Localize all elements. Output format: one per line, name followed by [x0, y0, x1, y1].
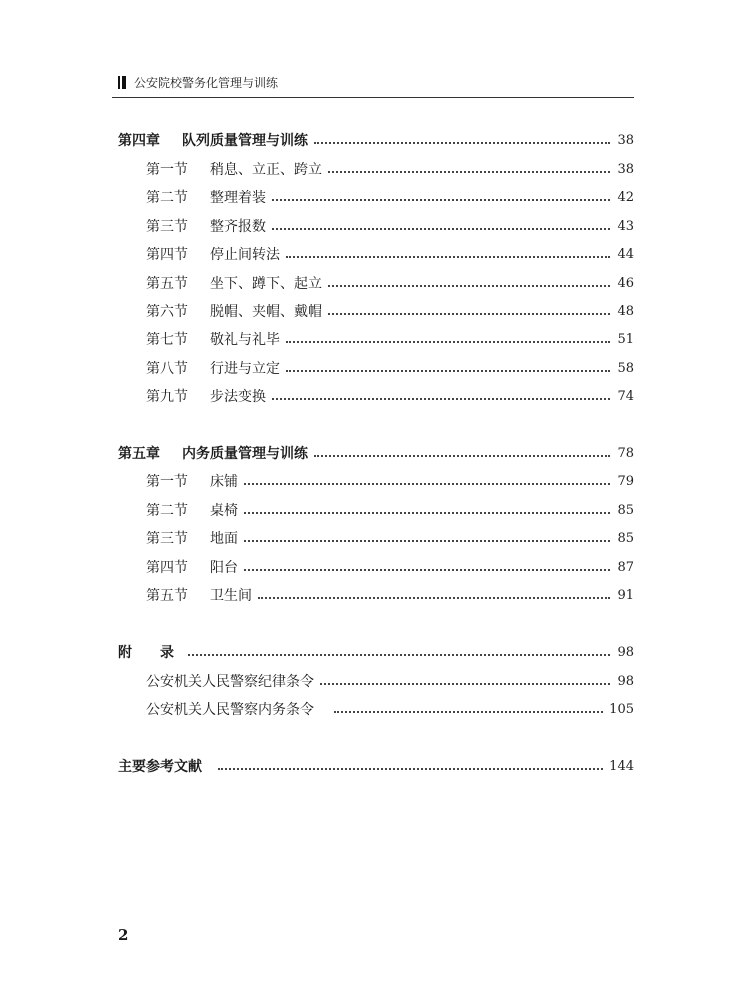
section-number: 第二节 [146, 503, 188, 519]
references-title: 主要参考文献 [118, 759, 202, 775]
toc-section[interactable] [146, 329, 634, 349]
chapter-title: 队列质量管理与训练 [182, 133, 308, 149]
leader-dots [244, 569, 610, 571]
toc-appendix[interactable] [118, 642, 634, 662]
toc-chapter-5[interactable] [118, 443, 634, 463]
toc-section[interactable] [146, 557, 634, 577]
page-ref: 144 [609, 758, 634, 774]
section-title: 地面 [210, 531, 238, 547]
leader-dots [272, 398, 610, 400]
toc-section[interactable] [146, 273, 634, 293]
chapter-title: 内务质量管理与训练 [182, 446, 308, 462]
section-number: 第五节 [146, 588, 188, 604]
section-title: 卫生间 [210, 588, 252, 604]
section-title: 行进与立定 [210, 361, 280, 377]
leader-dots [286, 341, 610, 343]
leader-dots [328, 171, 610, 173]
leader-dots [286, 370, 610, 372]
header-rule [112, 97, 634, 98]
toc-section[interactable] [146, 187, 634, 207]
section-number: 第四节 [146, 247, 188, 263]
leader-dots [188, 654, 610, 656]
section-title: 坐下、蹲下、起立 [210, 276, 322, 292]
appendix-item-title: 公安机关人民警察纪律条令 [146, 674, 314, 690]
leader-dots [272, 199, 610, 201]
section-title: 步法变换 [210, 389, 266, 405]
page-ref: 38 [617, 132, 634, 148]
page-ref: 43 [617, 218, 634, 234]
toc-appendix-item[interactable] [146, 671, 634, 691]
toc-section[interactable] [146, 585, 634, 605]
toc-section[interactable] [146, 500, 634, 520]
section-number: 第三节 [146, 219, 188, 235]
section-title: 脱帽、夹帽、戴帽 [210, 304, 322, 320]
page-ref: 58 [617, 360, 634, 376]
page-ref: 85 [617, 530, 634, 546]
page-ref: 79 [617, 473, 634, 489]
page-ref: 74 [617, 388, 634, 404]
toc-section[interactable] [146, 386, 634, 406]
toc-section[interactable] [146, 528, 634, 548]
page-ref: 38 [617, 161, 634, 177]
leader-dots [334, 711, 603, 713]
section-number: 第七节 [146, 332, 188, 348]
section-title: 整齐报数 [210, 219, 266, 235]
page-ref: 85 [617, 502, 634, 518]
leader-dots [218, 768, 603, 770]
toc-chapter-4[interactable] [118, 130, 634, 150]
leader-dots [258, 597, 610, 599]
running-head-title: 公安院校警务化管理与训练 [134, 76, 279, 90]
toc-section[interactable] [146, 244, 634, 264]
section-number: 第二节 [146, 190, 188, 206]
section-title: 桌椅 [210, 503, 238, 519]
toc-section[interactable] [146, 471, 634, 491]
page-ref: 98 [617, 644, 634, 660]
page-ref: 42 [617, 189, 634, 205]
page-ref: 87 [617, 559, 634, 575]
page-ref: 78 [617, 445, 634, 461]
page-ref: 51 [617, 331, 634, 347]
leader-dots [286, 256, 610, 258]
appendix-item-title: 公安机关人民警察内务条令 [146, 702, 314, 718]
section-title: 稍息、立正、跨立 [210, 162, 322, 178]
section-title: 停止间转法 [210, 247, 280, 263]
chapter-number: 第四章 [118, 133, 160, 149]
leader-dots [244, 483, 610, 485]
page-ref: 105 [609, 701, 634, 717]
leader-dots [244, 512, 610, 514]
leader-dots [244, 540, 610, 542]
page-ref: 48 [617, 303, 634, 319]
section-title: 阳台 [210, 560, 238, 576]
leader-dots [314, 142, 610, 144]
running-head [118, 74, 278, 91]
toc-section[interactable] [146, 301, 634, 321]
page-ref: 91 [617, 587, 634, 603]
leader-dots [272, 228, 610, 230]
section-title: 整理着装 [210, 190, 266, 206]
page-ref: 98 [617, 673, 634, 689]
toc-appendix-item[interactable] [146, 699, 634, 719]
toc-references[interactable] [118, 756, 634, 776]
section-number: 第六节 [146, 304, 188, 320]
header-bar-icon [118, 76, 126, 89]
appendix-heading: 附录 [118, 645, 202, 661]
section-number: 第八节 [146, 361, 188, 377]
page-ref: 46 [617, 275, 634, 291]
leader-dots [320, 683, 610, 685]
section-number: 第一节 [146, 474, 188, 490]
leader-dots [328, 285, 610, 287]
section-number: 第三节 [146, 531, 188, 547]
section-number: 第一节 [146, 162, 188, 178]
section-number: 第五节 [146, 276, 188, 292]
section-number: 第九节 [146, 389, 188, 405]
leader-dots [314, 455, 610, 457]
toc-section[interactable] [146, 159, 634, 179]
toc-section[interactable] [146, 216, 634, 236]
leader-dots [328, 313, 610, 315]
page-number: 2 [118, 926, 129, 944]
toc-section[interactable] [146, 358, 634, 378]
page-ref: 44 [617, 246, 634, 262]
chapter-number: 第五章 [118, 446, 160, 462]
section-number: 第四节 [146, 560, 188, 576]
section-title: 床铺 [210, 474, 238, 490]
section-title: 敬礼与礼毕 [210, 332, 280, 348]
